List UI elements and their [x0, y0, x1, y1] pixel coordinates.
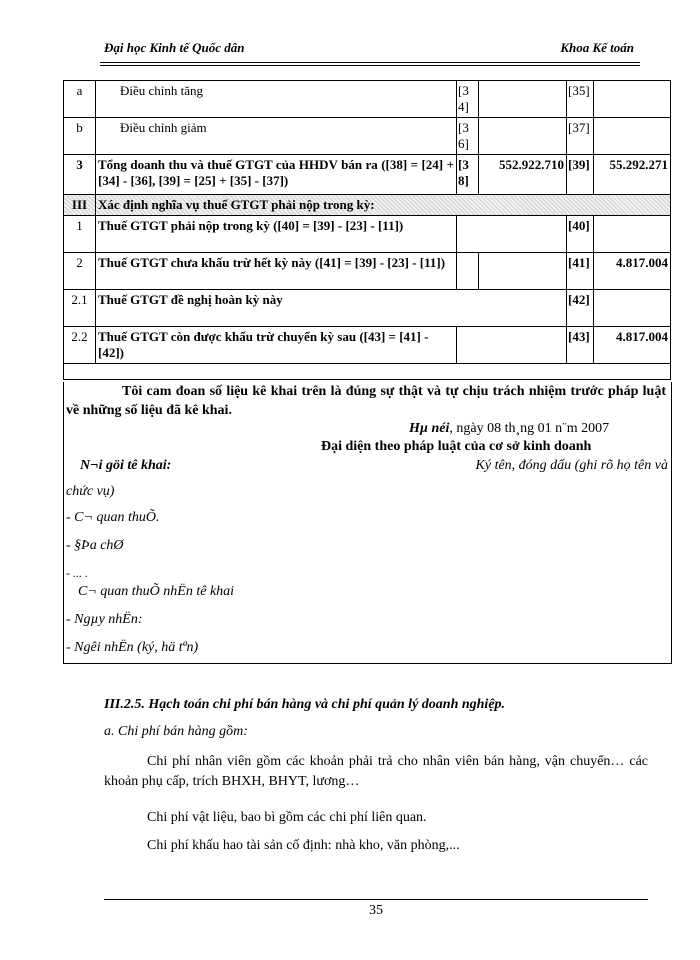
row-value-2	[594, 216, 671, 253]
row-description: Điều chỉnh tăng	[96, 81, 457, 118]
row-code-2: [41]	[567, 253, 594, 290]
row-value-2: 4.817.004	[594, 327, 671, 364]
row-empty-cell	[479, 253, 567, 290]
paragraph: Chi phí khấu hao tài sản cố định: nhà kho, văn phòng,...	[147, 838, 460, 853]
receiver-item: - C¬ quan thuÕ.	[66, 510, 160, 525]
header-university: Đại học Kinh tế Quốc dân	[104, 40, 245, 55]
spacer-cell	[64, 364, 671, 380]
row-code-1: [38]	[457, 155, 479, 195]
table-row	[64, 290, 671, 327]
signature-note: Ký tên, đóng dấu (ghi rõ họ tên và	[475, 458, 668, 473]
row-code-1: [34]	[457, 81, 479, 118]
paragraph: Chi phí nhân viên gồm các khoản phải trả cho nhân viên bán hàng, vận chuyển… các khoản phụ cấp, trích BHXH, BHYT, lương…	[104, 754, 648, 789]
row-code-2: [42]	[567, 290, 594, 327]
row-code-2: [37]	[567, 118, 594, 155]
receiver-item: - Ngêi nhËn (ký, hä tªn)	[66, 640, 199, 655]
row-value-2: 4.817.004	[594, 253, 671, 290]
header-faculty: Khoa Kế toán	[560, 40, 634, 55]
row-empty-cell	[457, 253, 479, 290]
paragraph: Chi phí vật liệu, bao bì gồm các chi phí liên quan.	[147, 810, 427, 825]
row-value-1	[479, 81, 567, 118]
header-rule	[100, 62, 640, 63]
row-code-2: [39]	[567, 155, 594, 195]
row-number: b	[64, 118, 96, 155]
receiver-item: - §Þa chØ	[66, 538, 124, 553]
section-subtitle: a. Chi phí bán hàng gồm:	[104, 724, 248, 739]
section-heading: Xác định nghĩa vụ thuế GTGT phải nộp trong kỳ:	[96, 195, 671, 216]
row-value-2	[594, 81, 671, 118]
table-row	[64, 81, 671, 118]
row-number: 1	[64, 216, 96, 253]
row-empty-cell	[457, 327, 567, 364]
row-code-2: [40]	[567, 216, 594, 253]
row-value-2	[594, 118, 671, 155]
signing-date-text: , ngày 08 th¸ng 01 n¨m 2007	[449, 421, 610, 436]
row-code-2: [43]	[567, 327, 594, 364]
row-number: 2	[64, 253, 96, 290]
row-value-1: 552.922.710	[479, 155, 567, 195]
table-row	[64, 155, 671, 195]
row-number: 3	[64, 155, 96, 195]
row-value-1	[479, 118, 567, 155]
receiver-item: C¬ quan thuÕ nhËn tê khai	[78, 584, 235, 599]
row-description: Thuế GTGT phải nộp trong kỳ ([40] = [39] - [23] - [11])	[96, 216, 457, 253]
section-title: III.2.5. Hạch toán chi phí bán hàng và chi phí quản lý doanh nghiệp.	[104, 697, 506, 712]
row-description: Thuế GTGT còn được khấu trừ chuyển kỳ sau ([43] = [41] - [42])	[96, 327, 457, 364]
row-number: 2.2	[64, 327, 96, 364]
signature-note-cont: chức vụ)	[66, 484, 115, 499]
signing-city: Hµ néi	[409, 421, 450, 436]
table-row	[64, 216, 671, 253]
receiver-item: - ... .	[66, 566, 88, 580]
row-description: Thuế GTGT chưa khấu trừ hết kỳ này ([41] = [39] - [23] - [11])	[96, 253, 457, 290]
row-description: Tổng doanh thu và thuế GTGT của HHDV bán ra ([38] = [24] + [34] - [36], [39] = [25] + [35] - [37])	[96, 155, 457, 195]
row-value-2	[594, 290, 671, 327]
table-row	[64, 253, 671, 290]
row-empty-cell	[457, 216, 567, 253]
row-number: III	[64, 195, 96, 216]
signing-date	[409, 421, 609, 437]
row-number: a	[64, 81, 96, 118]
receiver-label: N¬i göi tê khai:	[80, 458, 172, 473]
row-value-2: 55.292.271	[594, 155, 671, 195]
page-number: 35	[369, 903, 383, 918]
vat-declaration-table	[63, 80, 671, 380]
page-header	[100, 38, 640, 58]
table-row	[64, 118, 671, 155]
certification-block	[63, 382, 672, 664]
table-row	[64, 195, 671, 216]
row-code-1: [36]	[457, 118, 479, 155]
receiver-item: - Ngµy nhËn:	[66, 612, 143, 627]
row-description: Thuế GTGT đề nghị hoàn kỳ này	[96, 290, 567, 327]
page-footer	[104, 899, 648, 918]
row-code-2: [35]	[567, 81, 594, 118]
certification-statement: Tôi cam đoan số liệu kê khai trên là đúng sự thật và tự chịu trách nhiệm trước pháp luật về những số liệu đã kê khai.	[66, 384, 666, 418]
table-row	[64, 327, 671, 364]
table-row-spacer	[64, 364, 671, 380]
row-description: Điều chỉnh giảm	[96, 118, 457, 155]
header-rule-inner	[100, 65, 640, 66]
row-number: 2.1	[64, 290, 96, 327]
legal-representative: Đại diện theo pháp luật của cơ sở kinh doanh	[321, 439, 592, 454]
